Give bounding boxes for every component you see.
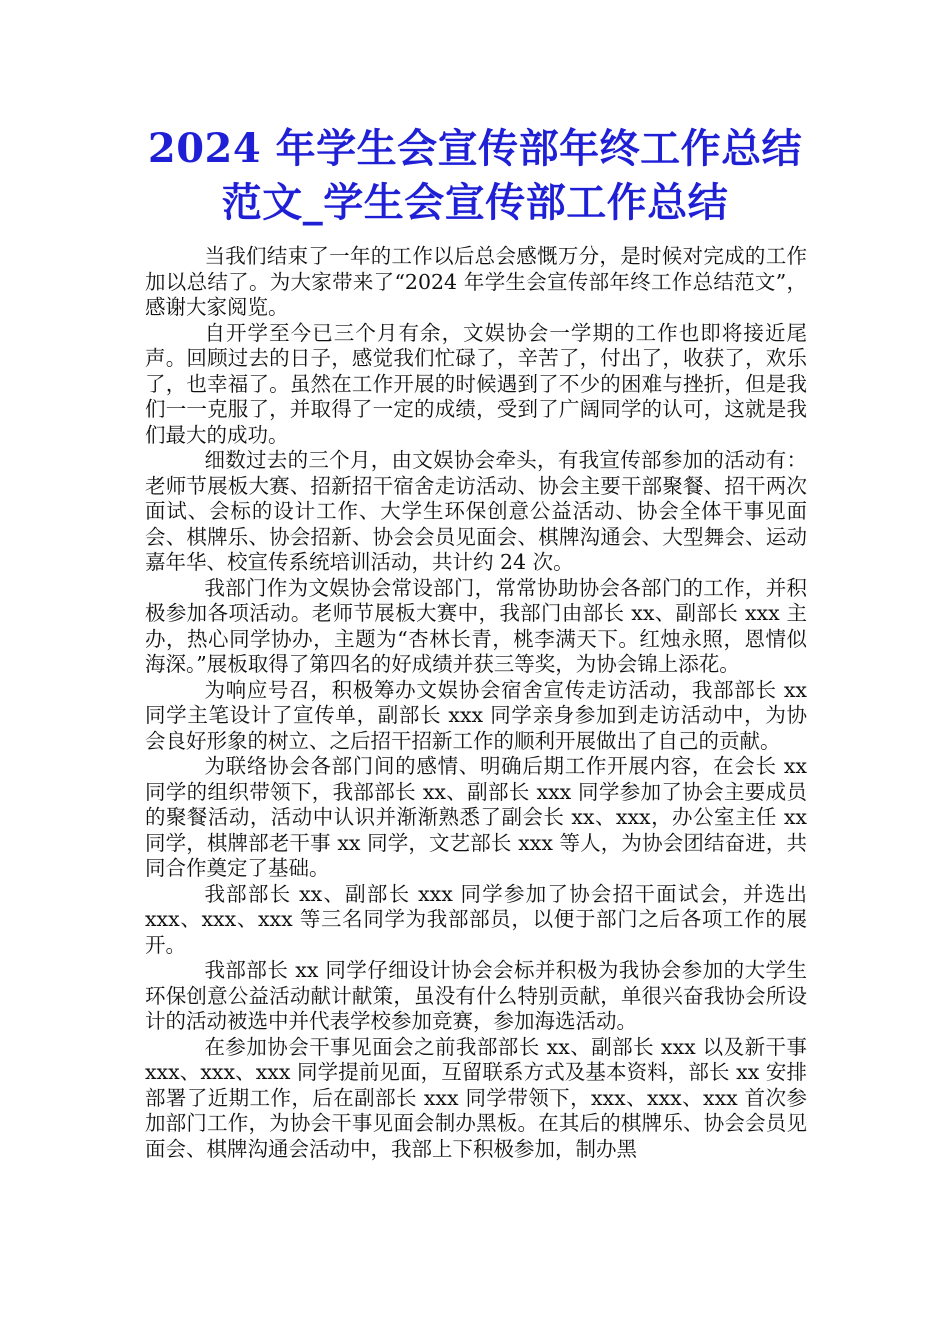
title-line-2: 范文_学生会宣传部工作总结 bbox=[221, 179, 729, 226]
paragraph-review: 自开学至今已三个月有余，文娱协会一学期的工作也即将接近尾声。回顾过去的日子，感觉我们忙碌了，辛苦了，付出了，收获了，欢乐了，也幸福了。虽然在工作开展的时候遇到了不少的困难与挫折，但是我们一一克服了，并取得了一定的成绩，受到了广阔同学的认可，这就是我们最大的成功。 bbox=[145, 320, 807, 447]
paragraph-logo-design: 我部部长 xx 同学仔细设计协会会标并积极为我协会参加的大学生环保创意公益活动献计献策，虽没有什么特别贡献，单很兴奋我协会所设计的活动被选中并代表学校参加竞赛，参加海选活动。 bbox=[145, 958, 807, 1033]
title-line-1: 2024 年学生会宣传部年终工作总结 bbox=[147, 125, 803, 172]
paragraph-intro: 当我们结束了一年的工作以后总会感慨万分，是时候对完成的工作加以总结了。为大家带来了“2024 年学生会宣传部年终工作总结范文”，感谢大家阅览。 bbox=[145, 244, 807, 319]
document-body bbox=[145, 244, 807, 1162]
paragraph-teachers-day: 我部门作为文娱协会常设部门，常常协助协会各部门的工作，并积极参加各项活动。老师节展板大赛中，我部门由部长 xx、副部长 xxx 主办，热心同学协办，主题为“杏林长青，桃李满天下。红烛永照，恩情似海深。”展板取得了第四名的好成绩并获三等奖，为协会锦上添花。 bbox=[145, 575, 807, 676]
paragraph-interview: 我部部长 xx、副部长 xxx 同学参加了协会招干面试会，并选出 xxx、xxx、xxx 等三名同学为我部部员，以便于部门之后各项工作的展开。 bbox=[145, 881, 807, 957]
document-title bbox=[145, 122, 805, 230]
paragraph-dorm-visit: 为响应号召，积极筹办文娱协会宿舍宣传走访活动，我部部长 xx 同学主笔设计了宣传单，副部长 xxx 同学亲身参加到走访活动中，为协会良好形象的树立、之后招干招新工作的顺利开展做出了自己的贡献。 bbox=[145, 677, 807, 753]
paragraph-meeting: 在参加协会干事见面会之前我部部长 xx、副部长 xxx 以及新干事 xxx、xxx、xxx 同学提前见面，互留联系方式及基本资料，部长 xx 安排部署了近期工作，后在副部长 xxx 同学带领下，xxx、xxx、xxx 首次参加部门工作，为协会干事见面会制办黑板。在其后的棋牌乐、协会会员见面会、棋牌沟通会活动中，我部上下积极参加，制办黑 bbox=[145, 1034, 807, 1161]
paragraph-activities: 细数过去的三个月，由文娱协会牵头，有我宣传部参加的活动有：老师节展板大赛、招新招干宿舍走访活动、协会主要干部聚餐、招干两次面试、会标的设计工作、大学生环保创意公益活动、协会全体干事见面会、棋牌乐、协会招新、协会会员见面会、棋牌沟通会、大型舞会、运动嘉年华、校宣传系统培训活动，共计约 24 次。 bbox=[145, 448, 807, 574]
paragraph-dinner: 为联络协会各部门间的感情、明确后期工作开展内容，在会长 xx 同学的组织带领下，我部部长 xx、副部长 xxx 同学参加了协会主要成员的聚餐活动，活动中认识并渐渐熟悉了副会长 xx、xxx，办公室主任 xx 同学，棋牌部老干事 xx 同学，文艺部长 xxx 等人，为协会团结奋进，共同合作奠定了基础。 bbox=[145, 754, 807, 880]
